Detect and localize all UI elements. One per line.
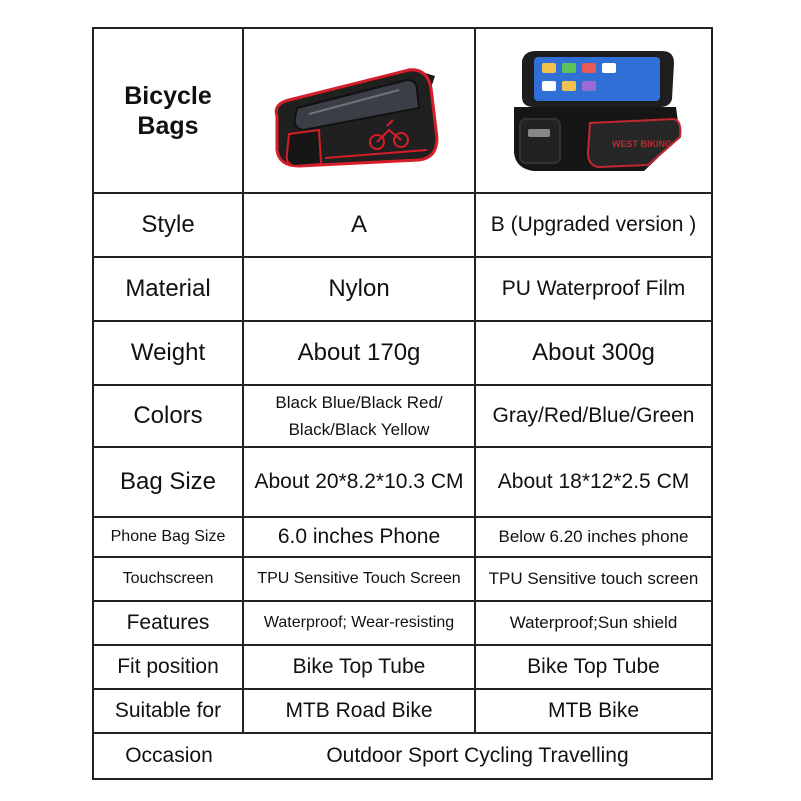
row-label-style: Style	[141, 211, 195, 238]
colors-a-line1: Black Blue/Black Red/	[275, 392, 443, 412]
title-line1: Bicycle	[124, 81, 212, 110]
colors-a-line2: Black/Black Yellow	[288, 420, 430, 439]
cell-fit-position-b: Bike Top Tube	[527, 654, 660, 678]
svg-text:WEST BIKING: WEST BIKING	[611, 138, 672, 149]
cell-material-b: PU Waterproof Film	[501, 276, 686, 300]
cell-features-b: Waterproof;Sun shield	[509, 613, 678, 633]
cell-touchscreen-a: TPU Sensitive Touch Screen	[257, 570, 461, 587]
cell-bag-size-b: About 18*12*2.5 CM	[497, 469, 690, 493]
bike-frame-bag-black-icon	[494, 41, 694, 181]
row-label-fit-position: Fit position	[117, 654, 219, 678]
row-label-weight: Weight	[130, 339, 206, 366]
cell-features-a: Waterproof; Wear-resisting	[263, 614, 455, 631]
cell-colors-b: Gray/Red/Blue/Green	[492, 403, 695, 427]
table-title	[94, 29, 242, 192]
cell-phone-bag-size-b: Below 6.20 inches phone	[498, 527, 689, 547]
cell-suitable-for-b: MTB Bike	[547, 698, 639, 722]
spec-table	[92, 27, 713, 780]
cell-style-b: B (Upgraded version )	[490, 212, 697, 236]
cell-style-a: A	[350, 211, 367, 238]
row-label-touchscreen: Touchscreen	[122, 570, 214, 587]
cell-weight-b: About 300g	[532, 339, 655, 366]
cell-touchscreen-b: TPU Sensitive touch screen	[488, 569, 699, 589]
cell-phone-bag-size-a: 6.0 inches Phone	[277, 524, 441, 548]
bike-frame-bag-red-icon	[259, 46, 459, 176]
border-bottom	[92, 778, 713, 780]
row-label-features: Features	[126, 610, 210, 634]
row-label-suitable-for: Suitable for	[114, 698, 222, 722]
cell-suitable-for-a: MTB Road Bike	[285, 698, 433, 722]
cell-colors-a	[244, 386, 474, 446]
cell-bag-size-a: About 20*8.2*10.3 CM	[254, 469, 464, 493]
border-right	[711, 27, 713, 780]
row-label-material: Material	[125, 275, 211, 302]
cell-material-a: Nylon	[328, 275, 390, 302]
product-a-image	[244, 29, 474, 192]
title-line2: Bags	[137, 111, 199, 140]
cell-occasion: Outdoor Sport Cycling Travelling	[326, 743, 629, 767]
row-label-phone-bag-size: Phone Bag Size	[110, 528, 226, 545]
cell-weight-a: About 170g	[297, 339, 421, 366]
product-b-image	[476, 29, 711, 192]
row-label-bag-size: Bag Size	[119, 468, 217, 495]
cell-fit-position-a: Bike Top Tube	[292, 654, 426, 678]
row-label-colors: Colors	[133, 402, 203, 429]
row-label-occasion: Occasion	[125, 743, 213, 767]
